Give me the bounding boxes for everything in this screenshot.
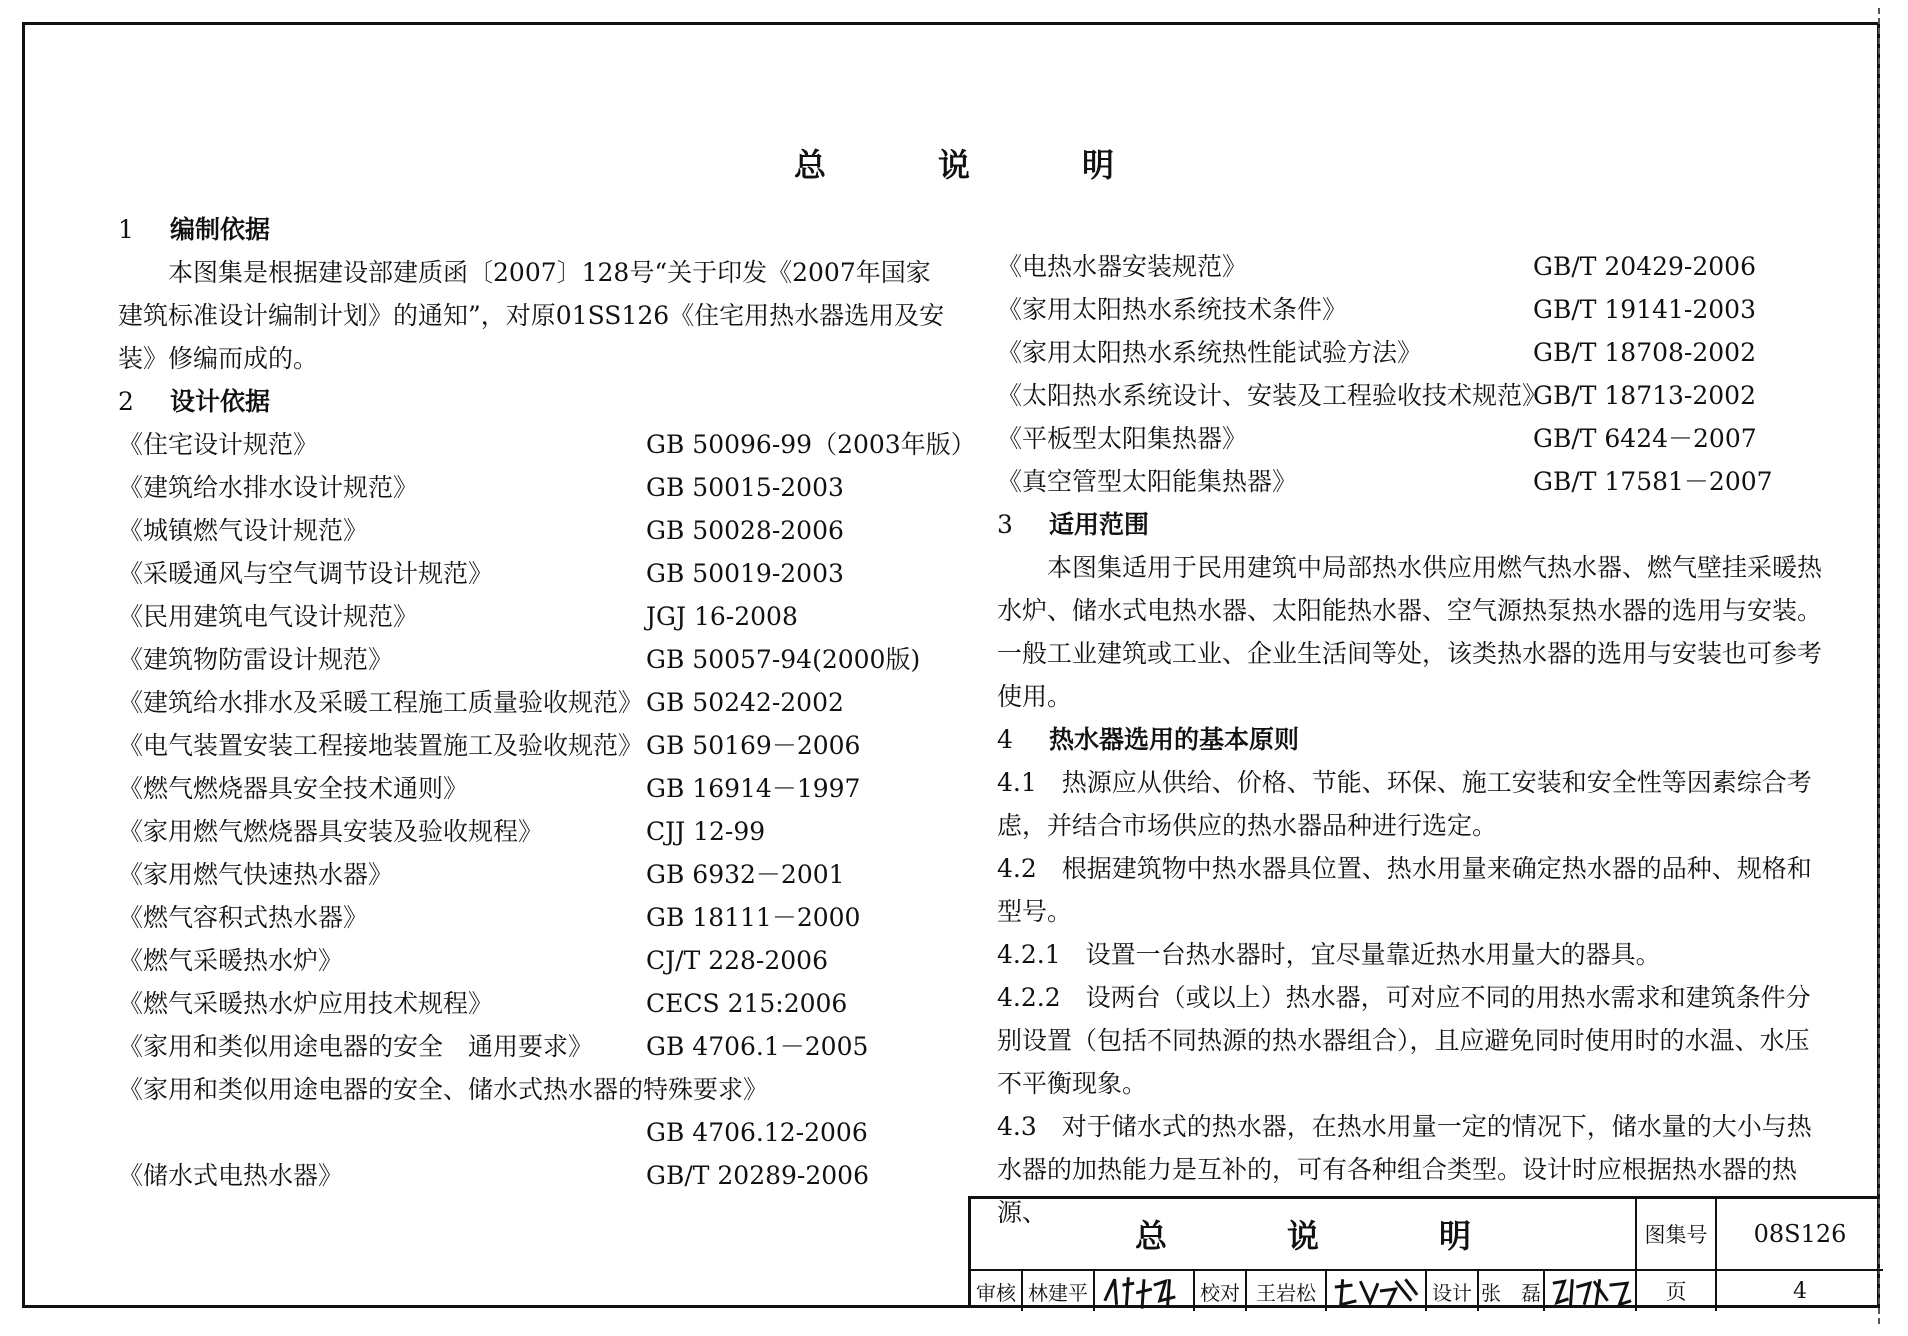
standard-name: 《电气装置安装工程接地装置施工及验收规范》 bbox=[118, 731, 644, 760]
standard-name: 《采暖通风与空气调节设计规范》 bbox=[118, 559, 494, 588]
standard-code: GB/T 20289-2006 bbox=[646, 1161, 869, 1190]
standard-row bbox=[118, 595, 948, 638]
standard-code: GB/T 17581－2007 bbox=[1533, 467, 1773, 496]
standard-row bbox=[997, 460, 1827, 503]
standard-name: 《建筑给水排水及采暖工程施工质量验收规范》 bbox=[118, 688, 644, 717]
standard-row bbox=[997, 288, 1827, 331]
atlas-number-value: 08S126 bbox=[1717, 1199, 1883, 1271]
section-number: 3 bbox=[997, 510, 1013, 539]
standard-code: GB 50169－2006 bbox=[646, 731, 861, 760]
standard-code: GB 50096-99（2003年版） bbox=[646, 430, 976, 459]
standard-row bbox=[118, 552, 948, 595]
section-2-heading bbox=[118, 380, 948, 423]
standard-code: JGJ 16-2008 bbox=[646, 602, 798, 631]
title-block-title: 总 说 明 bbox=[971, 1199, 1637, 1271]
standard-name: 《燃气容积式热水器》 bbox=[118, 903, 369, 932]
standard-code: GB 4706.12-2006 bbox=[646, 1118, 868, 1147]
standard-code: GB/T 20429-2006 bbox=[1533, 252, 1756, 281]
standard-name: 《家用和类似用途电器的安全、储水式热水器的特殊要求》 bbox=[118, 1075, 769, 1104]
standard-row bbox=[118, 982, 948, 1025]
section-3-heading bbox=[997, 503, 1827, 546]
clause-4-3: 4.3 对于储水式的热水器，在热水用量一定的情况下，储水量的大小与热水器的加热能力是互补的，可有各种组合类型。设计时应根据热水器的热源、 bbox=[997, 1112, 1812, 1227]
review-label: 审核 bbox=[971, 1271, 1023, 1311]
standard-row bbox=[118, 423, 976, 466]
standard-name: 《储水式电热水器》 bbox=[118, 1161, 344, 1190]
standard-name: 《民用建筑电气设计规范》 bbox=[118, 602, 419, 631]
standard-code: GB/T 6424－2007 bbox=[1533, 424, 1757, 453]
standard-row bbox=[118, 1154, 948, 1197]
section-title: 编制依据 bbox=[170, 215, 271, 244]
section-number: 1 bbox=[118, 215, 134, 244]
standard-row bbox=[997, 245, 1827, 288]
standard-code: GB/T 19141-2003 bbox=[1533, 295, 1756, 324]
check-label: 校对 bbox=[1195, 1271, 1247, 1311]
section-title: 适用范围 bbox=[1049, 510, 1150, 539]
design-label: 设计 bbox=[1427, 1271, 1479, 1311]
standard-name: 《城镇燃气设计规范》 bbox=[118, 516, 369, 545]
standard-code: CJJ 12-99 bbox=[646, 817, 766, 846]
reviewer-name: 林建平 bbox=[1023, 1271, 1095, 1311]
standard-row bbox=[997, 417, 1827, 460]
left-column bbox=[118, 208, 976, 1197]
page-label: 页 bbox=[1637, 1271, 1717, 1311]
standard-row bbox=[118, 853, 948, 896]
standard-row bbox=[118, 810, 948, 853]
standard-code: GB 50242-2002 bbox=[646, 688, 844, 717]
signature-scribble bbox=[1327, 1271, 1425, 1311]
standard-row bbox=[118, 1025, 948, 1068]
standard-code: GB/T 18708-2002 bbox=[1533, 338, 1756, 367]
section-number: 2 bbox=[118, 387, 134, 416]
standard-row bbox=[118, 466, 948, 509]
section-number: 4 bbox=[997, 725, 1013, 754]
standard-code: GB 50019-2003 bbox=[646, 559, 844, 588]
standard-row bbox=[118, 896, 948, 939]
standard-row bbox=[118, 681, 948, 724]
standard-row bbox=[118, 638, 948, 681]
section-1-heading bbox=[118, 208, 948, 251]
standard-code: GB 18111－2000 bbox=[646, 903, 861, 932]
standard-name: 《建筑物防雷设计规范》 bbox=[118, 645, 394, 674]
standard-row bbox=[118, 939, 948, 982]
standard-code: GB 6932－2001 bbox=[646, 860, 845, 889]
checker-name: 王岩松 bbox=[1247, 1271, 1327, 1311]
standard-code: GB 50028-2006 bbox=[646, 516, 844, 545]
standard-code: GB/T 18713-2002 bbox=[1533, 381, 1756, 410]
standard-code: GB 50057-94(2000版) bbox=[646, 645, 921, 674]
atlas-number-label: 图集号 bbox=[1637, 1199, 1717, 1271]
standard-name: 《家用燃气快速热水器》 bbox=[118, 860, 394, 889]
standard-row bbox=[118, 1068, 948, 1111]
page-title: 总 说 明 bbox=[793, 146, 1154, 184]
title-block bbox=[968, 1196, 1880, 1308]
standard-name: 《燃气采暖热水炉》 bbox=[118, 946, 344, 975]
standard-name: 《太阳热水系统设计、安装及工程验收技术规范》 bbox=[997, 381, 1548, 410]
signature-scribble bbox=[1095, 1271, 1193, 1311]
standard-row bbox=[118, 724, 948, 767]
checker-signature bbox=[1327, 1271, 1427, 1311]
binding-margin-line bbox=[1878, 8, 1880, 1324]
standard-name: 《真空管型太阳能集热器》 bbox=[997, 467, 1298, 496]
standard-code: GB 16914－1997 bbox=[646, 774, 861, 803]
standard-name: 《平板型太阳集热器》 bbox=[997, 424, 1248, 453]
section-title: 热水器选用的基本原则 bbox=[1049, 725, 1300, 754]
standard-row bbox=[997, 331, 1827, 374]
standard-code-row bbox=[118, 1111, 948, 1154]
standard-code: GB 4706.1－2005 bbox=[646, 1032, 869, 1061]
clause-4-2: 4.2 根据建筑物中热水器具位置、热水用量来确定热水器的品种、规格和型号。 bbox=[997, 854, 1812, 926]
standard-row bbox=[118, 767, 948, 810]
standard-name: 《电热水器安装规范》 bbox=[997, 252, 1248, 281]
standard-code: CECS 215:2006 bbox=[646, 989, 848, 1018]
design-standards-list bbox=[118, 423, 976, 1068]
designer-name: 张 磊 bbox=[1479, 1271, 1545, 1311]
standard-row bbox=[118, 509, 948, 552]
standard-name: 《家用和类似用途电器的安全 通用要求》 bbox=[118, 1032, 594, 1061]
standard-name: 《家用太阳热水系统技术条件》 bbox=[997, 295, 1348, 324]
standard-name: 《家用燃气燃烧器具安装及验收规程》 bbox=[118, 817, 544, 846]
standard-name: 《建筑给水排水设计规范》 bbox=[118, 473, 419, 502]
right-column bbox=[997, 245, 1827, 1227]
clause-4-1: 4.1 热源应从供给、价格、节能、环保、施工安装和安全性等因素综合考虑，并结合市场供应的热水器品种进行选定。 bbox=[997, 768, 1812, 840]
standard-name: 《燃气采暖热水炉应用技术规程》 bbox=[118, 989, 494, 1018]
design-standards-list-continued bbox=[997, 245, 1827, 503]
page-number: 4 bbox=[1793, 1278, 1807, 1304]
standard-row bbox=[997, 374, 1827, 417]
designer-signature bbox=[1545, 1271, 1637, 1311]
section-1-text: 本图集是根据建设部建质函〔2007〕128号“关于印发《2007年国家建筑标准设计编制计划》的通知”，对原01SS126《住宅用热水器选用及安装》修编而成的。 bbox=[118, 258, 945, 373]
standard-name: 《住宅设计规范》 bbox=[118, 430, 319, 459]
clause-4-2-2: 4.2.2 设两台（或以上）热水器，可对应不同的用热水需求和建筑条件分别设置（包括不同热源的热水器组合），且应避免同时使用时的水温、水压不平衡现象。 bbox=[997, 983, 1811, 1098]
reviewer-signature bbox=[1095, 1271, 1195, 1311]
section-title: 设计依据 bbox=[170, 387, 271, 416]
standard-code: CJ/T 228-2006 bbox=[646, 946, 828, 975]
clause-4-2-1: 4.2.1 设置一台热水器时，宜尽量靠近热水用量大的器具。 bbox=[997, 940, 1661, 969]
section-3-text: 本图集适用于民用建筑中局部热水供应用燃气热水器、燃气壁挂采暖热水炉、储水式电热水器、太阳能热水器、空气源热泵热水器的选用与安装。一般工业建筑或工业、企业生活间等处，该类热水器的选用与安装也可参考使用。 bbox=[997, 553, 1823, 711]
standard-code: GB 50015-2003 bbox=[646, 473, 844, 502]
standard-name: 《燃气燃烧器具安全技术通则》 bbox=[118, 774, 469, 803]
standard-name: 《家用太阳热水系统热性能试验方法》 bbox=[997, 338, 1423, 367]
section-4-heading bbox=[997, 718, 1827, 761]
signature-scribble bbox=[1545, 1271, 1635, 1311]
